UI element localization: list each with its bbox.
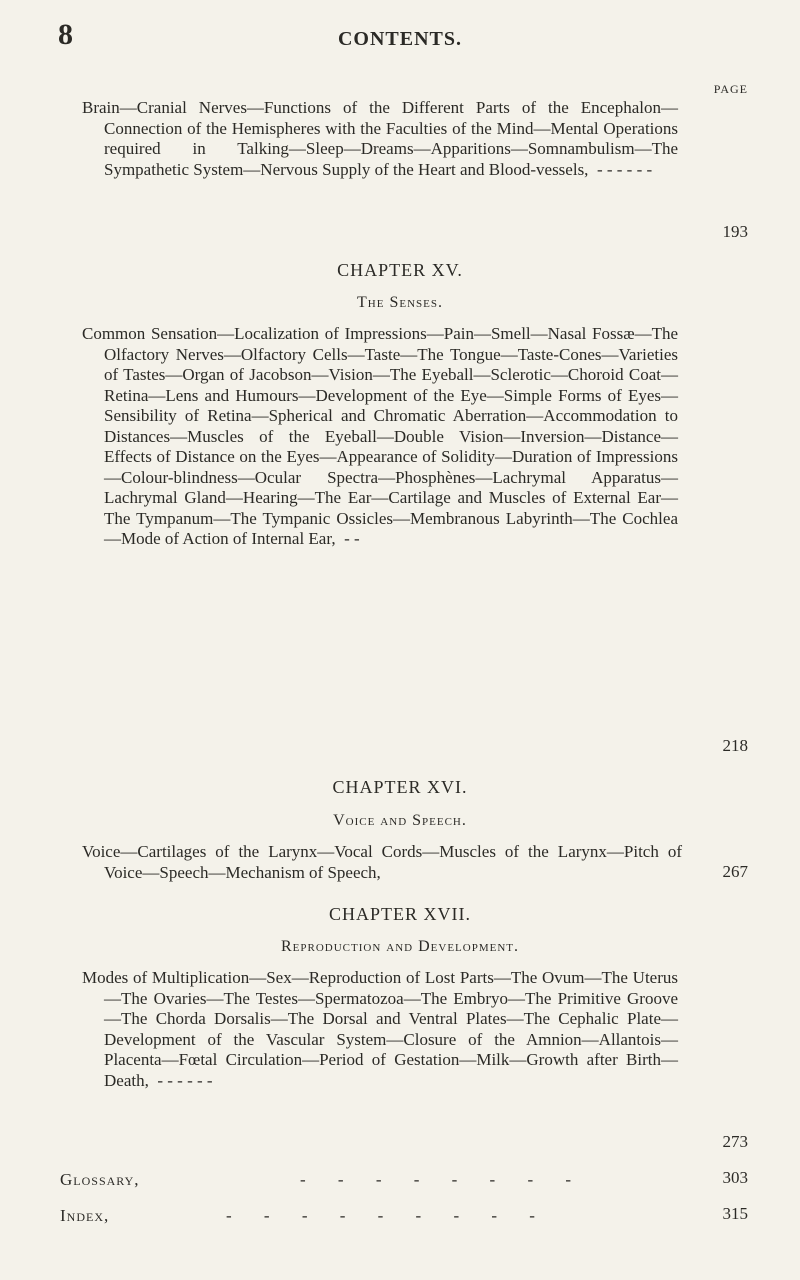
toc-entry-reproduction (82, 968, 678, 1091)
toc-entry-text: Voice—Cartilages of the Larynx—Vocal Cords—Muscles of the Larynx—Pitch of Voice—Speech—Mechanism of Speech, (82, 842, 682, 882)
page-number: 8 (58, 18, 73, 51)
chapter-title-xvii: Reproduction and Development. (281, 938, 519, 955)
chapter-heading-xv: CHAPTER XV. (337, 260, 463, 280)
index-label: Index, (60, 1206, 110, 1225)
running-head: CONTENTS. (337, 28, 463, 50)
toc-page-number: 218 (722, 736, 748, 755)
leader-dots: - - - - - - (596, 159, 653, 179)
chapter-heading-xvii: CHAPTER XVII. (329, 904, 471, 924)
leader-dots: - - - - - - - - (300, 1170, 586, 1189)
chapter-title-xv: The Senses. (357, 294, 443, 311)
toc-entry-brain (82, 98, 678, 180)
leader-dots: - - - - - - (157, 1070, 213, 1090)
toc-entry-voice (82, 842, 682, 883)
glossary-label: Glossary, (60, 1170, 140, 1189)
toc-page-number: 193 (722, 222, 748, 241)
chapter-heading-xvi: CHAPTER XVI. (332, 777, 468, 797)
toc-entry-text: Brain—Cranial Nerves—Functions of the Different Parts of the Encephalon—Connection of the Hemispheres with the Faculties of the Mind—Mental Operations required in Talking—Sleep—Dreams—Apparitions—Somnambulism—The Sympathetic System—Nervous Supply of the Heart and Blood-vessels, - - - - - - (82, 98, 678, 179)
page-column-label: PAGE (713, 82, 748, 96)
toc-entry-senses (82, 324, 678, 550)
leader-dots: - - - - - - - - - (226, 1206, 549, 1225)
leader-dots: - - (344, 529, 360, 548)
toc-page-number: 273 (722, 1132, 748, 1151)
toc-page-number: 303 (722, 1168, 748, 1187)
toc-page-number: 267 (722, 862, 748, 881)
toc-entry-text: Modes of Multiplication—Sex—Reproduction of Lost Parts—The Ovum—The Uterus—The Ovaries—The Testes—Spermatozoa—The Embryo—The Primitive Groove—The Chorda Dorsalis—The Dorsal and Ventral Plates—The Cephalic Plate—Development of the Vascular System—Closure of the Amnion—Allantois—Placenta—Fœtal Circulation—Period of Gestation—Milk—Growth after Birth—Death, - - - - - - (82, 968, 678, 1090)
chapter-title-xvi: Voice and Speech. (333, 812, 467, 829)
toc-entry-text: Common Sensation—Localization of Impressions—Pain—Smell—Nasal Fossæ—The Olfactory Nerves—Olfactory Cells—Taste—The Tongue—Taste-Cones—Varieties of Tastes—Organ of Jacobson—Vision—The Eyeball—Sclerotic—Choroid Coat—Retina—Lens and Humours—Development of the Eye—Simple Forms of Eyes—Sensibility of Retina—Spherical and Chromatic Aberration—Accommodation to Distances—Muscles of the Eyeball—Double Vision—Inversion—Distance—Effects of Distance on the Eyes—Appearance of Solidity—Duration of Impressions—Colour-blindness—Ocular Spectra—Phosphènes—Lachrymal Apparatus—Lachrymal Gland—Hearing—The Ear—Cartilage and Muscles of External Ear—The Tympanum—The Tympanic Ossicles—Membranous Labyrinth—The Cochlea—Mode of Action of Internal Ear, - - (82, 324, 678, 548)
toc-page-number: 315 (722, 1204, 748, 1223)
